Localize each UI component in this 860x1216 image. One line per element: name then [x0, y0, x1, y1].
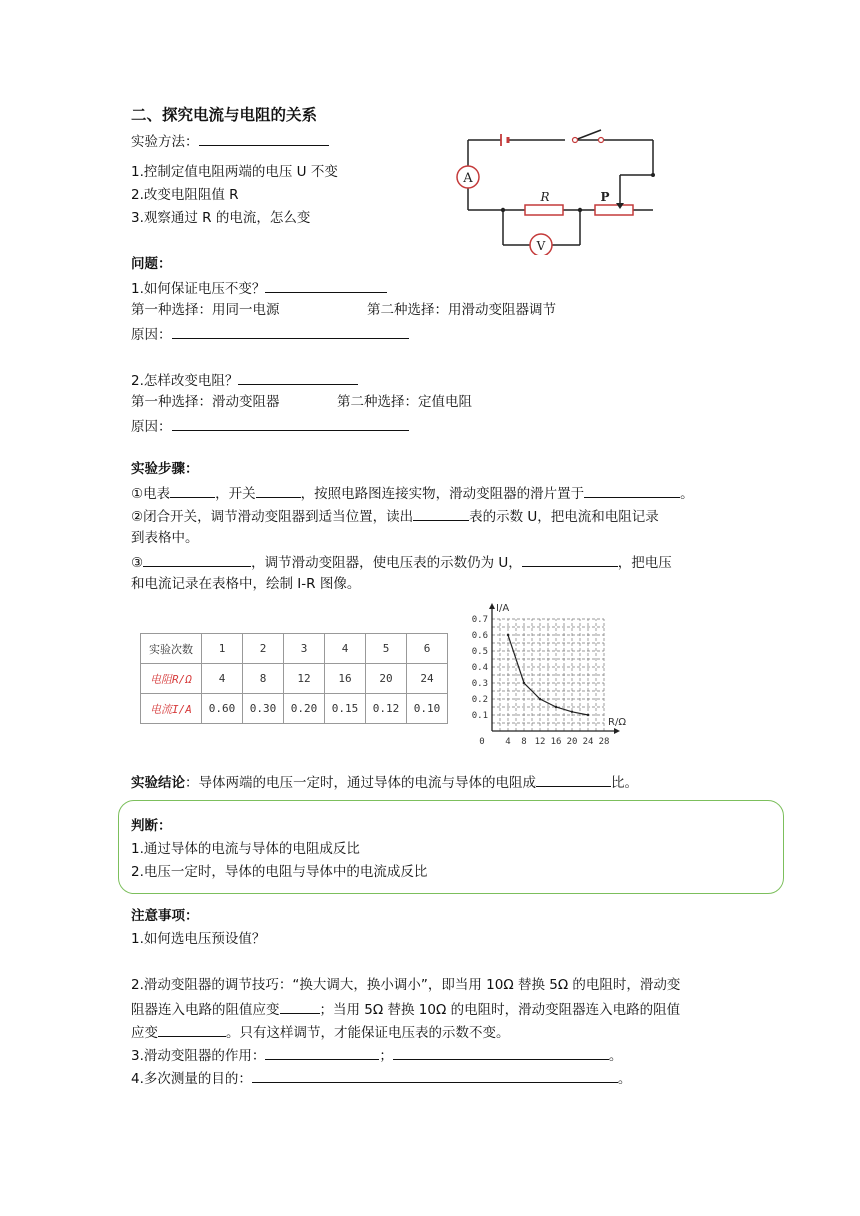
conclusion-blank[interactable] — [536, 772, 611, 787]
data-point — [539, 698, 541, 700]
note-3-text-b: ； — [379, 1048, 393, 1064]
switch-contact-right — [599, 138, 604, 143]
note-1: 1.如何选电压预设值？ — [131, 931, 266, 947]
origin-label: 0 — [479, 737, 485, 747]
conclusion — [131, 772, 638, 792]
data-point — [507, 634, 509, 636]
note-2-text-e: 。只有这样调节，才能保证电压表的示数不变。 — [226, 1025, 510, 1041]
step-3-cont: 和电流记录在表格中，绘制 I-R 图像。 — [131, 576, 361, 592]
method-step-1: 1.控制定值电阻两端的电压 U 不变 — [131, 164, 338, 180]
table-cell: 24 — [407, 664, 448, 694]
method-line — [131, 131, 329, 151]
table-row — [141, 694, 448, 724]
switch-contact-left — [573, 138, 578, 143]
note-2-blank-2[interactable] — [158, 1022, 226, 1037]
resistor-symbol — [525, 205, 563, 215]
note-2-text-d: 应变 — [131, 1025, 158, 1041]
note-2-blank-1[interactable] — [280, 999, 320, 1014]
table-cell: 0.20 — [284, 694, 325, 724]
q1-choice-1: 第一种选择：用同一电源 — [131, 302, 280, 318]
step-1-text-d: 。 — [680, 486, 694, 502]
circuit-diagram — [455, 125, 670, 255]
note-3-text-a: 3.滑动变阻器的作用： — [131, 1048, 266, 1064]
table-cell: 0.30 — [243, 694, 284, 724]
x-tick-label: 20 — [566, 737, 578, 747]
question-1 — [131, 278, 387, 298]
junction-dot — [578, 208, 582, 212]
voltmeter-symbol — [530, 234, 552, 255]
question-1-blank[interactable] — [265, 278, 387, 293]
x-axis-label: R/Ω — [608, 717, 626, 728]
step-1-blank-switch[interactable] — [256, 483, 301, 498]
note-3-blank-2[interactable] — [393, 1045, 609, 1060]
table-cell: 实验次数 — [141, 634, 202, 664]
y-axis-arrow — [489, 603, 495, 609]
method-label: 实验方法： — [131, 134, 199, 150]
note-2-text-b: 阻器连入电路的阻值应变 — [131, 1002, 280, 1018]
y-tick-label: 0.1 — [471, 711, 488, 721]
q1-reason — [131, 324, 409, 344]
steps-heading: 实验步骤： — [131, 461, 199, 477]
step-3-blank-2[interactable] — [522, 552, 618, 567]
step-3-text-b: ，调节滑动变阻器，使电压表的示数仍为 U， — [251, 555, 522, 571]
question-2-blank[interactable] — [238, 370, 358, 385]
table-cell: 6 — [407, 634, 448, 664]
y-axis-label: I/A — [496, 603, 510, 614]
table-cell: 5 — [366, 634, 407, 664]
i-r-chart — [462, 598, 642, 753]
judge-item-2: 2.电压一定时，导体的电阻与导体中的电流成反比 — [131, 864, 428, 880]
x-tick-label: 12 — [534, 737, 546, 747]
note-4-blank[interactable] — [252, 1068, 618, 1083]
question-1-text: 1.如何保证电压不变？ — [131, 281, 266, 297]
step-3-blank-1[interactable] — [143, 552, 251, 567]
table-cell: 0.12 — [366, 694, 407, 724]
x-tick-label: 4 — [505, 737, 511, 747]
note-4-text-b: 。 — [617, 1071, 632, 1087]
judge-heading: 判断： — [131, 818, 172, 834]
step-1-text-a: ①电表 — [131, 486, 171, 502]
ammeter-label: A — [463, 171, 473, 186]
step-2-blank-meter[interactable] — [413, 506, 469, 521]
table-cell: 电流I/A — [141, 694, 202, 724]
q2-choice-1: 第一种选择：滑动变阻器 — [131, 394, 280, 410]
conclusion-label: 实验结论 — [131, 775, 185, 791]
table-cell: 16 — [325, 664, 366, 694]
method-blank[interactable] — [199, 131, 329, 146]
table-row — [141, 664, 448, 694]
step-2 — [131, 506, 659, 526]
q1-choice-2: 第二种选择：用滑动变阻器调节 — [367, 302, 556, 318]
x-tick-label: 28 — [598, 737, 610, 747]
step-3-text-a: ③ — [131, 555, 144, 571]
conclusion-end: 比。 — [611, 775, 638, 791]
data-table — [140, 633, 448, 724]
step-3 — [131, 552, 672, 572]
question-2 — [131, 370, 358, 390]
notes-heading: 注意事项： — [131, 908, 199, 924]
table-cell: 4 — [325, 634, 366, 664]
table-cell: 3 — [284, 634, 325, 664]
table-cell: 4 — [202, 664, 243, 694]
step-1-blank-slider[interactable] — [584, 483, 680, 498]
q2-reason — [131, 416, 409, 436]
x-axis-arrow — [614, 728, 620, 734]
step-1-text-c: ，按照电路图连接实物，滑动变阻器的滑片置于 — [300, 486, 585, 502]
conclusion-text: ：导体两端的电压一定时，通过导体的电流与导体的电阻成 — [185, 775, 536, 791]
step-3-text-c: ，把电压 — [617, 555, 672, 571]
q2-reason-label: 原因： — [131, 419, 172, 435]
data-point — [523, 682, 525, 684]
note-2-text-c: ；当用 5Ω 替换 10Ω 的电阻时，滑动变阻器连入电路的阻值 — [319, 1002, 681, 1018]
table-cell: 0.15 — [325, 694, 366, 724]
junction-dot — [651, 173, 655, 177]
note-4-text-a: 4.多次测量的目的： — [131, 1071, 252, 1087]
table-cell: 8 — [243, 664, 284, 694]
note-3-blank-1[interactable] — [265, 1045, 379, 1060]
q1-reason-blank[interactable] — [172, 324, 409, 339]
note-2-line-3 — [131, 1022, 510, 1042]
y-tick-label: 0.5 — [471, 647, 488, 657]
slider-label: P — [600, 190, 610, 204]
note-3 — [131, 1045, 622, 1065]
voltmeter-label: V — [536, 239, 546, 253]
step-1-text-b: ，开关 — [215, 486, 256, 502]
data-point — [587, 714, 589, 716]
table-cell: 2 — [243, 634, 284, 664]
method-step-2: 2.改变电阻阻值 R — [131, 187, 239, 203]
table-cell: 20 — [366, 664, 407, 694]
questions-heading: 问题： — [131, 256, 172, 272]
note-3-text-c: 。 — [608, 1048, 623, 1064]
x-tick-label: 24 — [582, 737, 594, 747]
y-tick-label: 0.7 — [471, 615, 488, 625]
rheostat-symbol — [595, 205, 633, 215]
step-2-cont: 到表格中。 — [131, 530, 199, 546]
junction-dot — [501, 208, 505, 212]
method-step-3: 3.观察通过 R 的电流，怎么变 — [131, 210, 311, 226]
y-tick-label: 0.4 — [471, 663, 488, 673]
y-tick-label: 0.6 — [471, 631, 488, 641]
step-1 — [131, 483, 694, 503]
step-2-text-a: ②闭合开关，调节滑动变阻器到适当位置，读出 — [131, 509, 414, 525]
note-4 — [131, 1068, 631, 1088]
data-point — [555, 706, 557, 708]
q2-reason-blank[interactable] — [172, 416, 409, 431]
section-title: 二、探究电流与电阻的关系 — [131, 106, 318, 124]
x-tick-label: 8 — [521, 737, 527, 747]
resistor-label: R — [540, 190, 550, 204]
judge-item-1: 1.通过导体的电流与导体的电阻成反比 — [131, 841, 360, 857]
q2-choice-2: 第二种选择：定值电阻 — [337, 394, 472, 410]
step-1-blank-meter[interactable] — [170, 483, 215, 498]
table-cell: 1 — [202, 634, 243, 664]
y-tick-label: 0.3 — [471, 679, 488, 689]
table-cell: 0.10 — [407, 694, 448, 724]
data-point — [571, 711, 573, 713]
table-cell: 电阻R/Ω — [141, 664, 202, 694]
table-row — [141, 634, 448, 664]
x-tick-label: 16 — [550, 737, 562, 747]
ammeter-symbol — [457, 166, 479, 188]
step-2-text-b: 表的示数 U，把电流和电阻记录 — [469, 509, 659, 525]
table-cell: 12 — [284, 664, 325, 694]
q1-reason-label: 原因： — [131, 327, 172, 343]
note-2-line-2 — [131, 999, 680, 1019]
y-tick-label: 0.2 — [471, 695, 488, 705]
note-2-line-1: 2.滑动变阻器的调节技巧：“换大调大，换小调小”，即当用 10Ω 替换 5Ω 的电阻时，滑动变 — [131, 977, 681, 993]
question-2-text: 2.怎样改变电阻？ — [131, 373, 239, 389]
table-cell: 0.60 — [202, 694, 243, 724]
